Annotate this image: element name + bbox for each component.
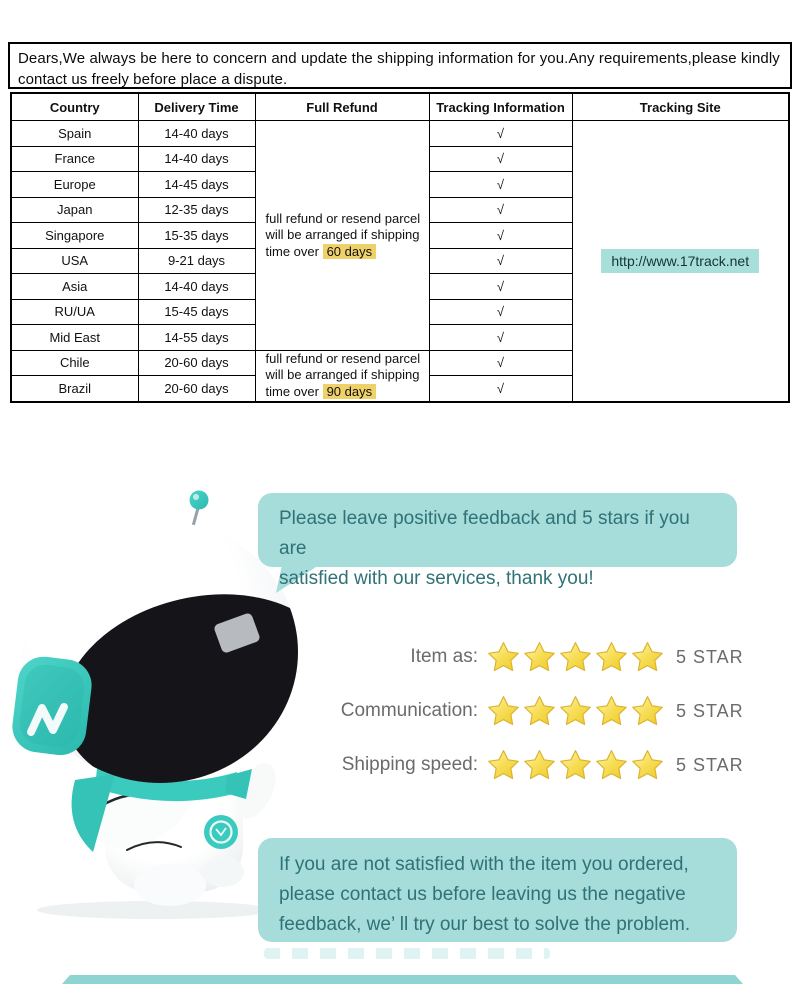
country-cell: Singapore [11,223,138,249]
star-row [486,640,666,675]
highlight-days: 90 days [323,384,377,399]
country-cell: Japan [11,197,138,223]
highlight-days: 60 days [323,244,377,259]
bubble-fade-artifact [264,948,550,959]
table-row [11,121,789,147]
bubble-line: satisfied with our services, thank you! [279,568,594,589]
star-icon [486,640,521,675]
rating-row-item-as [330,634,750,680]
star-icon [558,748,593,783]
refund-line: will be arranged if shipping [265,227,420,242]
star-icon [630,694,665,729]
star-icon [594,748,629,783]
country-cell: Europe [11,172,138,198]
tracking-site-cell [572,121,789,402]
refund-policy-cell [255,121,429,351]
delivery-time-cell: 9-21 days [138,248,255,274]
refund-policy-cell [255,350,429,402]
refund-line: full refund or resend parcel [265,210,421,226]
delivery-time-cell: 15-35 days [138,223,255,249]
country-cell: France [11,146,138,172]
robot-badge [204,815,238,849]
column-header: Full Refund [255,93,429,121]
column-header: Tracking Information [429,93,572,121]
refund-line: will be arranged if shipping [265,367,420,383]
bubble-line: If you are not satisfied with the item you ordered, [279,854,689,875]
bubble-line: feedback, we’ ll try our best to solve the problem. [279,914,691,935]
star-icon [486,748,521,783]
delivery-time-cell: 14-55 days [138,325,255,351]
star-icon [522,694,557,729]
feedback-bubble-top [258,493,737,589]
tracking-check-cell: √ [429,325,572,351]
refund-line-text: time over [265,383,323,399]
tracking-check-cell: √ [429,350,572,376]
column-header: Country [11,93,138,121]
delivery-time-cell: 14-40 days [138,121,255,147]
delivery-time-cell: 14-40 days [138,146,255,172]
table-header-row [11,93,789,121]
column-header: Delivery Time [138,93,255,121]
star-icon [630,640,665,675]
star-icon [594,640,629,675]
refund-line-text: time over [265,243,323,259]
delivery-time-cell: 20-60 days [138,350,255,376]
star-icon [630,748,665,783]
star-icon [594,694,629,729]
star-icon [558,694,593,729]
tracking-check-cell: √ [429,223,572,249]
rating-row-shipping-speed [330,742,750,788]
country-cell: RU/UA [11,299,138,325]
country-cell: Chile [11,350,138,376]
feedback-bubble-bottom [258,838,737,942]
tracking-check-cell: √ [429,274,572,300]
delivery-time-cell: 20-60 days [138,376,255,402]
star-icon [486,694,521,729]
ratings-block [330,634,750,796]
tracking-check-cell: √ [429,376,572,402]
star-icon [522,748,557,783]
star-icon [558,640,593,675]
star-count-label: 5 STAR [676,754,744,775]
robot-foot-right [202,857,244,887]
star-row [486,694,666,729]
refund-line: full refund or resend parcel [265,350,421,366]
delivery-time-cell: 14-40 days [138,274,255,300]
delivery-time-cell: 14-45 days [138,172,255,198]
star-count-label: 5 STAR [676,700,744,721]
tracking-site-link[interactable]: http://www.17track.net [601,249,759,273]
tracking-check-cell: √ [429,197,572,223]
country-cell: USA [11,248,138,274]
country-cell: Asia [11,274,138,300]
star-count-label: 5 STAR [676,646,744,667]
star-icon [522,640,557,675]
delivery-time-cell: 12-35 days [138,197,255,223]
shipping-table-body [11,121,789,402]
tracking-check-cell: √ [429,172,572,198]
rating-row-communication [330,688,750,734]
bubble-line: please contact us before leaving us the negative [279,884,686,905]
country-cell: Mid East [11,325,138,351]
antenna-ball [190,491,209,510]
country-cell: Brazil [11,376,138,402]
country-cell: Spain [11,121,138,147]
shipping-notice [8,42,792,89]
tracking-check-cell: √ [429,146,572,172]
bubble-line: Please leave positive feedback and 5 stars if you are [279,508,690,559]
tracking-check-cell: √ [429,299,572,325]
delivery-time-cell: 15-45 days [138,299,255,325]
shipping-table [10,92,790,403]
shipping-notice-text: Dears,We always be here to concern and update the shipping information for you.Any requirements,please kindly contact us freely before place a dispute. [18,50,780,88]
rating-label: Shipping speed: [341,754,478,775]
column-header: Tracking Site [572,93,789,121]
star-row [486,748,666,783]
tracking-check-cell: √ [429,248,572,274]
robot-foot-front [134,864,206,906]
bottom-banner-edge [62,975,743,984]
rating-label: Item as: [410,646,478,667]
refund-line [266,244,425,261]
rating-label: Communication: [340,700,478,721]
tracking-check-cell: √ [429,121,572,147]
refund-line [266,384,425,401]
